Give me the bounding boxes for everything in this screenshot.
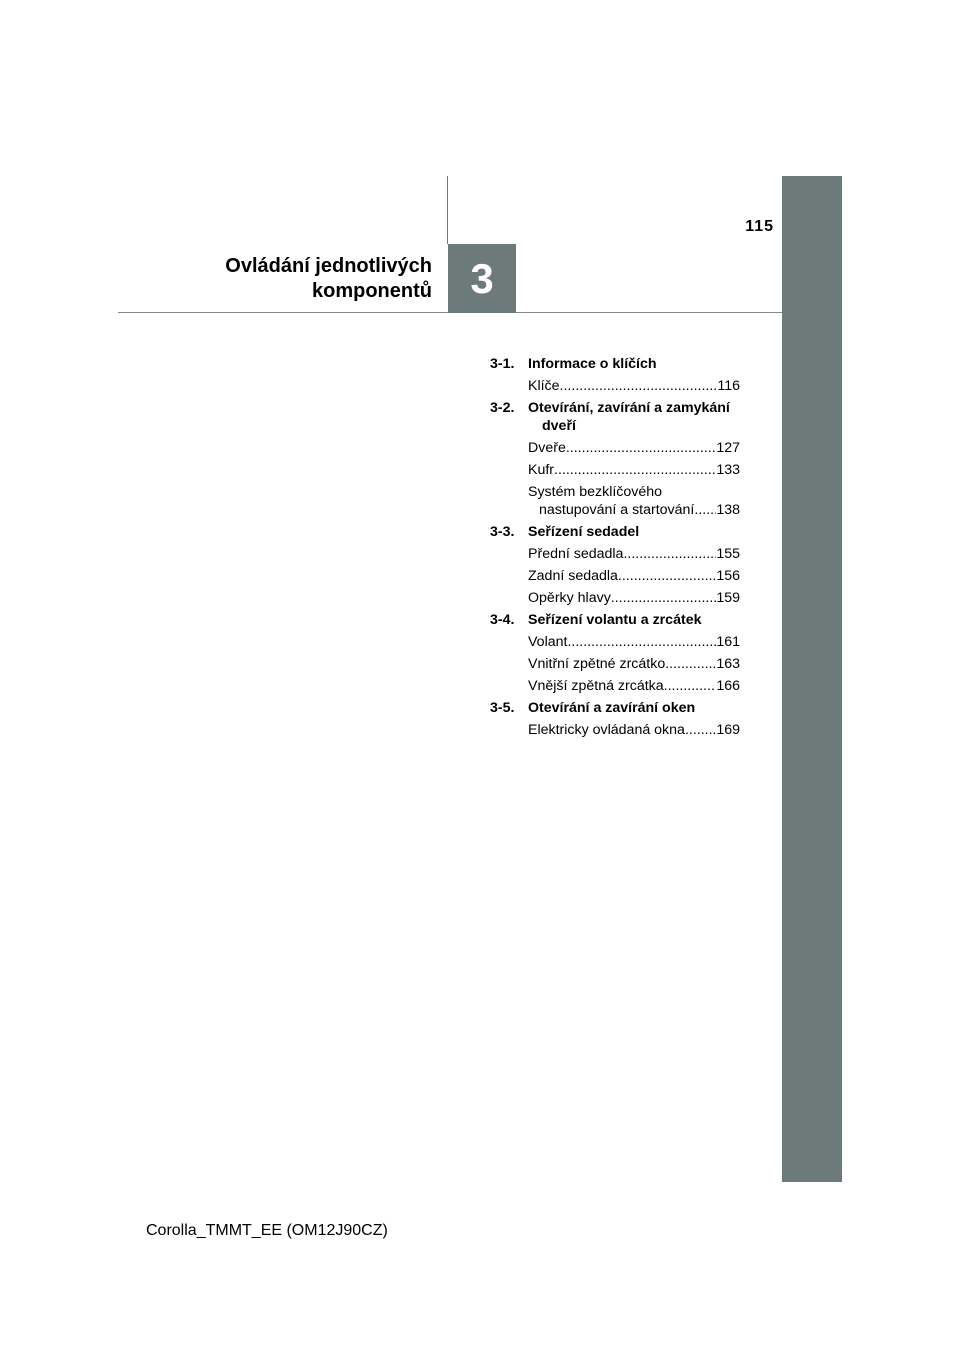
- toc-entry[interactable]: [490, 377, 740, 395]
- toc-entry[interactable]: [490, 567, 740, 585]
- toc-entry-page: 161: [716, 634, 740, 650]
- toc-section-title-line: dveří: [542, 418, 576, 434]
- toc-entry-line: [528, 633, 740, 651]
- header-vertical-rule: [447, 176, 448, 244]
- toc-section-title: [528, 523, 740, 541]
- toc-entry-line: [528, 483, 740, 501]
- toc-entry-line: [528, 721, 740, 739]
- toc-entry-line: [528, 677, 740, 695]
- toc-entry[interactable]: [490, 721, 740, 739]
- toc-section-title-line: Seřízení sedadel: [528, 524, 640, 540]
- toc-entry-title: Systém bezklíčového: [528, 484, 663, 500]
- toc-section-heading[interactable]: [490, 399, 740, 435]
- toc-leader-dots: [665, 655, 716, 673]
- toc-entry-page: 116: [717, 378, 740, 394]
- toc-entry-line: [528, 377, 740, 395]
- toc-section-title-line: Seřízení volantu a zrcátek: [528, 612, 702, 628]
- toc-entry-line: [528, 589, 740, 607]
- toc-entry[interactable]: [490, 439, 740, 457]
- document-footer: Corolla_TMMT_EE (OM12J90CZ): [146, 1222, 388, 1239]
- toc-entry-line: [528, 461, 740, 479]
- toc-leader-dots: [623, 545, 716, 563]
- toc-leader-dots: [566, 439, 716, 457]
- chapter-number: 3: [470, 254, 494, 302]
- toc-section-title: [528, 355, 740, 373]
- chapter-title: [150, 254, 432, 304]
- toc-entry-page: 155: [716, 546, 740, 562]
- chapter-number-box: [448, 244, 516, 313]
- toc-entry-title: Opěrky hlavy: [528, 590, 611, 606]
- chapter-title-line: Ovládání jednotlivých: [225, 255, 432, 277]
- page-number: 115: [745, 218, 774, 235]
- toc-section-number: 3-3.: [490, 524, 515, 540]
- toc-entry-page: 133: [716, 462, 740, 478]
- toc-section-heading[interactable]: [490, 523, 740, 541]
- toc-entry[interactable]: [490, 545, 740, 563]
- toc-entry-title: Přední sedadla: [528, 546, 624, 562]
- toc-leader-dots: [560, 377, 718, 395]
- toc-entry-page: 138: [716, 502, 740, 518]
- toc-entry-line: [528, 501, 740, 519]
- chapter-title-line: komponentů: [312, 280, 432, 302]
- toc-entry-title: Vnější zpětná zrcátka: [528, 678, 664, 694]
- toc-leader-dots: [664, 677, 717, 695]
- toc-entry-title: Dveře: [528, 440, 566, 456]
- toc-entry[interactable]: [490, 633, 740, 651]
- toc-entry-line: [528, 567, 740, 585]
- toc-entry-title: Volant: [528, 634, 568, 650]
- toc-section-heading[interactable]: [490, 699, 740, 717]
- toc-entry[interactable]: [490, 589, 740, 607]
- toc-entry-line: [528, 545, 740, 563]
- toc-entry-page: 166: [716, 678, 740, 694]
- toc-entry-title: Klíče: [528, 378, 560, 394]
- toc-section-title: [528, 399, 740, 435]
- toc-leader-dots: [685, 721, 716, 739]
- toc-leader-dots: [554, 461, 716, 479]
- toc-section-title: [528, 611, 740, 629]
- toc-section-number: 3-4.: [490, 612, 515, 628]
- toc-entry[interactable]: [490, 655, 740, 673]
- toc-entry-page: 159: [716, 590, 740, 606]
- toc-entry-page: 169: [716, 722, 740, 738]
- toc-entry-title: nastupování a startování: [539, 502, 695, 518]
- toc-entry[interactable]: [490, 483, 740, 519]
- toc-entry[interactable]: [490, 677, 740, 695]
- table-of-contents: [490, 355, 740, 743]
- toc-section-number: 3-5.: [490, 700, 515, 716]
- toc-entry-page: 127: [716, 440, 740, 456]
- toc-leader-dots: [618, 567, 716, 585]
- toc-leader-dots: [567, 633, 716, 651]
- toc-entry-page: 163: [716, 656, 740, 672]
- toc-section-heading[interactable]: [490, 355, 740, 373]
- chapter-side-tab: [782, 176, 842, 1182]
- toc-section-heading[interactable]: [490, 611, 740, 629]
- toc-entry-title: Kufr: [528, 462, 555, 478]
- toc-section-number: 3-1.: [490, 356, 515, 372]
- toc-entry-line: [528, 655, 740, 673]
- toc-entry-title: Vnitřní zpětné zrcátko: [528, 656, 666, 672]
- toc-entry-page: 156: [716, 568, 740, 584]
- toc-entry-title: Zadní sedadla: [528, 568, 618, 584]
- toc-entry-title: Elektricky ovládaná okna: [528, 722, 685, 738]
- toc-section-title-line: Otevírání a zavírání oken: [528, 700, 696, 716]
- toc-section-title: [528, 699, 740, 717]
- toc-section-title-line: Informace o klíčích: [528, 356, 657, 372]
- toc-leader-dots: [694, 501, 716, 519]
- toc-entry[interactable]: [490, 461, 740, 479]
- toc-entry-line: [528, 439, 740, 457]
- toc-leader-dots: [611, 589, 717, 607]
- toc-section-number: 3-2.: [490, 400, 515, 416]
- toc-section-title-line: Otevírání, zavírání a zamykání: [528, 400, 730, 416]
